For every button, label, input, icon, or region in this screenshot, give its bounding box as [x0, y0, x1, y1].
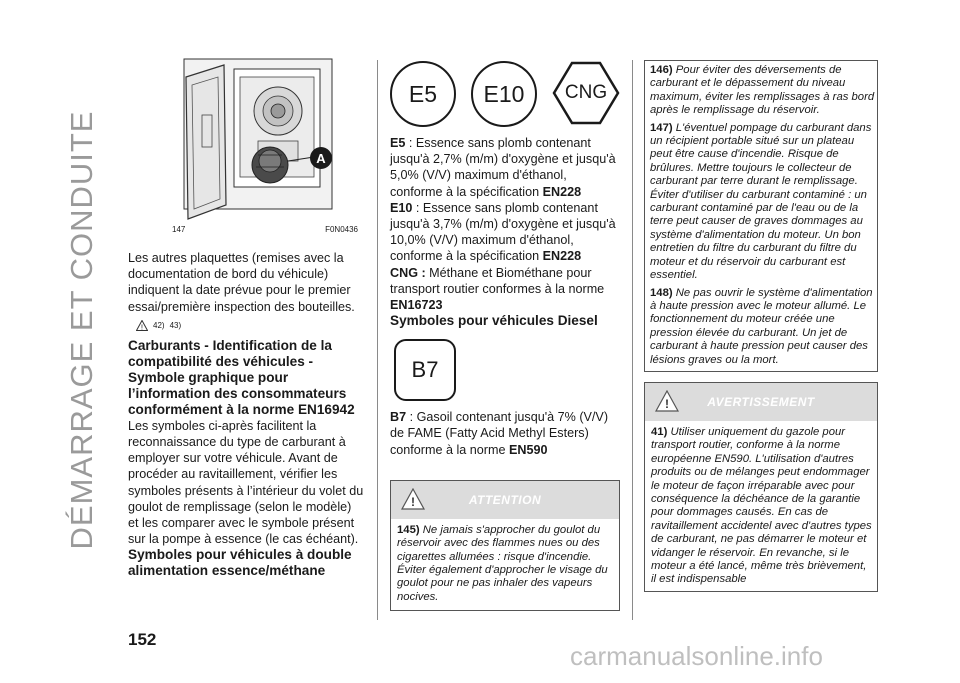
- e10-text: : Essence sans plomb contenant jusqu'à 3,7% (m/m) d'oxygène et jusqu'à 10,0% (V/V) maximum d'éthanol, conforme à la spécification: [390, 200, 616, 264]
- section-heading-dual-fuel: Symboles pour véhicules à double alimentation essence/méthane: [128, 547, 352, 579]
- fuel-symbols-row: [390, 61, 620, 127]
- e10-label: E10: [390, 200, 413, 215]
- cng-norm: EN16723: [390, 298, 443, 313]
- note-147: [650, 122, 875, 283]
- b7-description: [390, 409, 620, 458]
- warning-title: AVERTISSEMENT: [707, 394, 815, 409]
- e10-description: [390, 200, 620, 265]
- column-right: [644, 60, 878, 592]
- attention-title: ATTENTION: [468, 492, 542, 507]
- note-147-text: L'éventuel pompage du carburant dans un récipient portable situé sur un plateau peut être cause d'incendie. Risque de brûlures. Mettre toujours le collecteur de carburant par terre durant le remplissage. Éviter d'utiliser du carburant contaminé : un carburant contaminé par de l'eau ou de la terre peut causer de graves dommages au système d'alimentation du moteur. Un bon entretien du filtre du carburant du filtre du moteur et du réservoir du carburant est essentiel.: [650, 121, 872, 282]
- e5-label: E5: [390, 136, 406, 150]
- figure-code: F0N0436: [325, 225, 358, 234]
- chapter-title: DÉMARRAGE ET CONDUITE: [64, 110, 99, 550]
- attention-warning-icon: [401, 488, 425, 510]
- note-146: [650, 64, 875, 118]
- e5-symbol: E5: [390, 61, 456, 127]
- column-middle: [390, 55, 620, 611]
- note-145-number: 145): [397, 523, 420, 536]
- warning-refs: [136, 320, 364, 331]
- section-heading-diesel: Symboles pour véhicules Diesel: [390, 313, 598, 329]
- ref-43: 43): [169, 320, 182, 330]
- callout-a-badge: A: [310, 147, 332, 169]
- b7-norm: EN590: [509, 442, 548, 457]
- column-left: [128, 55, 364, 579]
- column-divider-2: [632, 60, 633, 620]
- cng-description: [390, 265, 620, 314]
- e5-norm: EN228: [542, 184, 582, 199]
- b7-label: B7: [390, 410, 407, 425]
- ref-42: 42): [153, 320, 165, 330]
- bottles-paragraph: Les autres plaquettes (remises avec la documentation de bord du véhicule) indiquent la date prévue pour le premier essai/première inspection des bouteilles.: [128, 251, 355, 314]
- warning-box: [644, 382, 878, 592]
- e10-norm: EN228: [542, 249, 582, 264]
- svg-text:!: !: [665, 396, 669, 411]
- note-147-number: 147): [650, 121, 673, 134]
- note-146-number: 146): [650, 64, 673, 76]
- warning-icon: [655, 390, 679, 412]
- page-number: 152: [128, 630, 157, 649]
- warning-triangle-icon: [136, 320, 148, 331]
- fuel-filler-illustration: [128, 55, 364, 225]
- note-41-number: 41): [651, 425, 668, 438]
- notes-box: [644, 60, 878, 372]
- note-145: [397, 524, 615, 604]
- note-148-text: Ne pas ouvrir le système d'alimentation à haute pression avec le moteur allumé. Le fonctionnement du moteur créée une pression élevée du carburant. Un jet de carburant à haute pression peut causer des lésions graves ou la mort.: [650, 286, 873, 366]
- e5-description: [390, 135, 620, 200]
- fuel-filler-figure: [128, 55, 364, 225]
- b7-symbol: B7: [394, 339, 456, 401]
- cng-symbol: [552, 61, 620, 125]
- column-divider-1: [377, 60, 378, 620]
- attention-header: [391, 481, 619, 519]
- svg-text:!: !: [141, 324, 143, 331]
- cng-symbol-label: CNG: [564, 82, 608, 103]
- note-148-number: 148): [650, 286, 673, 299]
- fuel-symbols-paragraph: Les symboles ci-après facilitent la reconnaissance du type de carburant à employer sur votre véhicule. Avant de procéder au ravitaillement, vérifier les symboles présents à l’intérieur du volet du goulot de remplissage (selon le modèle) et les comparer avec le symbole présent sur la pompe à essence (le cas échéant).: [128, 418, 364, 547]
- e10-symbol: E10: [471, 61, 537, 127]
- note-41-text: Utiliser uniquement du gazole pour transport routier, conforme à la norme européenne EN590. L'utilisation d'autres produits ou de mélanges peut endommager le moteur de façon irréparable avec pour conséquence la déchéance de la garantie pour dommages causés. En cas de ravitaillement accidentel avec d'autres types de carburant, ne pas démarrer le moteur et vidanger le réservoir. En revanche, si le moteur a été lancé, même très brièvement, il est indispensable: [651, 425, 872, 586]
- figure-number: 147: [172, 225, 186, 234]
- attention-box: [390, 480, 620, 611]
- note-148: [650, 287, 875, 367]
- cng-label: CNG :: [390, 265, 426, 280]
- e5-text: : Essence sans plomb contenant jusqu'à 2,7% (m/m) d'oxygène et jusqu'à 5,0% (V/V) maximum d'éthanol, conforme à la spécification: [390, 136, 616, 199]
- note-146-text: Pour éviter des déversements de carburant et le dépassement du niveau maximum, éviter les remplissages à ras bord après le remplissage du réservoir.: [650, 64, 875, 117]
- warning-header: [645, 383, 877, 421]
- watermark: carmanualsonline.info: [570, 641, 823, 671]
- cng-text: Méthane et Biométhane pour transport routier conformes à la norme: [390, 265, 605, 296]
- note-41: [651, 426, 873, 587]
- note-145-text: Ne jamais s'approcher du goulot du réservoir avec des flammes nues ou des cigarettes allumées : risque d'incendie. Éviter également d'approcher le visage du goulot pour ne pas inhaler des vapeurs nocives.: [397, 523, 608, 603]
- b7-text: : Gasoil contenant jusqu'à 7% (V/V) de FAME (Fatty Acid Methyl Esters) conforme à la norme: [390, 410, 609, 457]
- section-heading-fuel-identification: Carburants - Identification de la compatibilité des véhicules - Symbole graphique pour l’information des consommateurs conformément à la norme EN16942: [128, 337, 355, 417]
- svg-text:!: !: [411, 494, 415, 509]
